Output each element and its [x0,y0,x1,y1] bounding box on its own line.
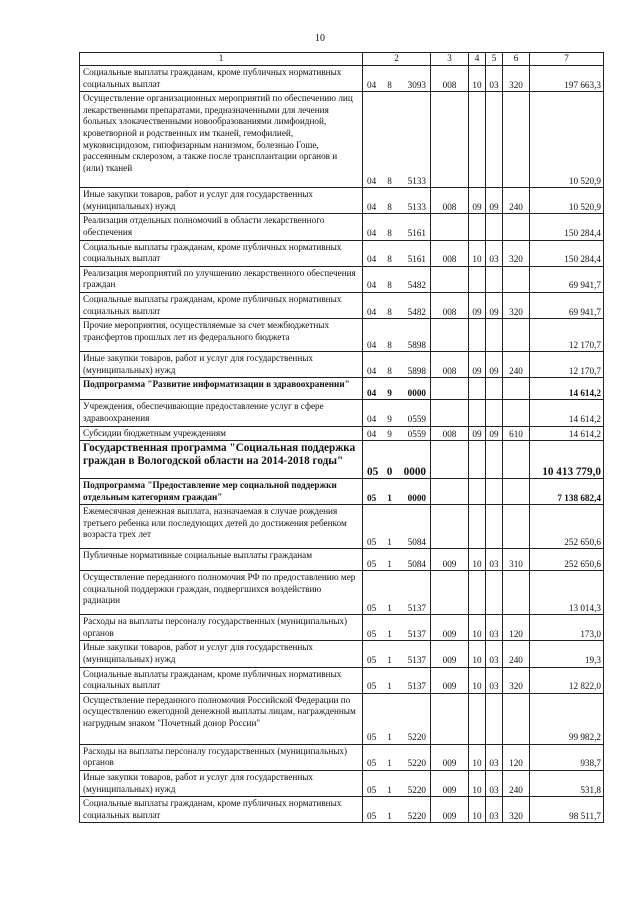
amount-value: 12 170,7 [530,319,604,352]
table-row [80,797,604,823]
row-name: Иные закупки товаров, работ и услуг для государственных (муниципальных) нужд [80,771,363,797]
ministry-code [431,479,469,505]
code-prog: 05 [367,784,377,795]
row-name: Осуществление переданного полномочия Российской Федерации по осуществлению ежегодной денежной выплаты лицам, награжденным нагрудным знаком "Почетный донор России" [80,693,363,744]
code-dir: 0000 [403,465,426,478]
subsection-code: 03 [486,549,503,571]
table-row [80,378,604,400]
expense-type-code [503,400,530,426]
section-code: 10 [469,744,486,770]
code-prog: 05 [367,810,377,821]
row-name: Расходы на выплаты персоналу государственных (муниципальных) органов [80,744,363,770]
section-code [469,479,486,505]
expense-type-code: 240 [503,188,530,214]
code-prog: 05 [367,655,377,666]
subsection-code [486,400,503,426]
amount-value: 99 982,2 [530,693,604,744]
target-article-code [363,214,431,240]
section-code: 09 [469,426,486,441]
code-sub: 1 [387,810,392,821]
code-dir: 5220 [407,810,426,821]
section-code [469,92,486,188]
code-sub: 1 [387,536,392,547]
target-article-code [363,426,431,441]
section-code: 09 [469,352,486,378]
row-name: Иные закупки товаров, работ и услуг для государственных (муниципальных) нужд [80,641,363,667]
amount-value: 19,3 [530,641,604,667]
row-name: Ежемесячная денежная выплата, назначаемая в случае рождения третьего ребенка или последующих детей до достижения ребенком возраста трех лет [80,505,363,549]
row-name: Реализация отдельных полномочий в области лекарственного обеспечения [80,214,363,240]
amount-value: 10 413 779,0 [530,441,604,479]
table-row [80,771,604,797]
expense-type-code: 240 [503,352,530,378]
table-row [80,641,604,667]
code-prog: 05 [367,758,377,769]
code-sub: 1 [387,558,392,569]
amount-value: 10 520,9 [530,92,604,188]
code-prog: 04 [367,387,377,398]
table-row [80,352,604,378]
code-dir: 5137 [407,655,426,666]
ministry-code [431,214,469,240]
expense-type-code: 610 [503,426,530,441]
ministry-code [431,441,469,479]
table-row [80,400,604,426]
expense-type-code: 320 [503,292,530,318]
ministry-code [431,319,469,352]
subsection-code: 03 [486,744,503,770]
table-row [80,667,604,693]
expense-type-code [503,266,530,292]
row-name: Субсидии бюджетным учреждениям [80,426,363,441]
table-row [80,214,604,240]
table-row [80,549,604,571]
expense-type-code [503,319,530,352]
target-article-code [363,292,431,318]
code-prog: 04 [367,365,377,376]
table-row [80,188,604,214]
amount-value: 69 941,7 [530,266,604,292]
subsection-code [486,505,503,549]
section-code: 10 [469,240,486,266]
row-name: Государственная программа "Социальная поддержка граждан в Вологодской области на 2014-2018 годы" [80,441,363,479]
table-row [80,266,604,292]
target-article-code [363,549,431,571]
row-name: Социальные выплаты гражданам, кроме публичных нормативных социальных выплат [80,292,363,318]
section-code [469,319,486,352]
subsection-code: 03 [486,641,503,667]
ministry-code [431,378,469,400]
code-sub: 8 [387,227,392,238]
ministry-code: 009 [431,667,469,693]
code-dir: 5137 [407,628,426,639]
amount-value: 938,7 [530,744,604,770]
target-article-code [363,378,431,400]
ministry-code: 008 [431,352,469,378]
code-prog: 05 [367,536,377,547]
code-sub: 1 [387,681,392,692]
code-dir: 0559 [407,428,426,439]
code-sub: 9 [387,387,392,398]
row-name: Социальные выплаты гражданам, кроме публичных нормативных социальных выплат [80,66,363,92]
code-dir: 5482 [407,306,426,317]
row-name: Социальные выплаты гражданам, кроме публичных нормативных социальных выплат [80,667,363,693]
ministry-code [431,92,469,188]
target-article-code [363,667,431,693]
subsection-code [486,479,503,505]
subsection-code [486,92,503,188]
expense-type-code [503,441,530,479]
subsection-code: 09 [486,352,503,378]
expense-type-code: 120 [503,744,530,770]
code-sub: 8 [387,365,392,376]
code-prog: 04 [367,227,377,238]
expense-type-code [503,214,530,240]
target-article-code [363,66,431,92]
expense-type-code [503,571,530,615]
section-code: 10 [469,549,486,571]
subsection-code: 03 [486,66,503,92]
ministry-code: 008 [431,426,469,441]
row-name: Иные закупки товаров, работ и услуг для государственных (муниципальных) нужд [80,188,363,214]
code-sub: 0 [386,465,393,478]
code-sub: 8 [387,254,392,265]
table-header-row [80,53,604,66]
ministry-code: 008 [431,292,469,318]
code-dir: 5220 [407,732,426,743]
section-code [469,571,486,615]
row-name: Публичные нормативные социальные выплаты гражданам [80,549,363,571]
code-dir: 5161 [407,227,426,238]
code-prog: 04 [367,175,377,186]
code-prog: 05 [367,681,377,692]
row-name: Социальные выплаты гражданам, кроме публичных нормативных социальных выплат [80,240,363,266]
code-dir: 5482 [407,280,426,291]
row-name: Иные закупки товаров, работ и услуг для государственных (муниципальных) нужд [80,352,363,378]
ministry-code [431,571,469,615]
table-row [80,693,604,744]
section-code [469,441,486,479]
table-row [80,441,604,479]
row-name: Расходы на выплаты персоналу государственных (муниципальных) органов [80,615,363,641]
budget-table [79,52,604,823]
header-col-1: 1 [80,53,363,66]
header-col-4: 4 [469,53,486,66]
expense-type-code [503,505,530,549]
target-article-code [363,615,431,641]
row-name: Социальные выплаты гражданам, кроме публичных нормативных социальных выплат [80,797,363,823]
header-col-3: 3 [431,53,469,66]
row-name: Учреждения, обеспечивающие предоставление услуг в сфере здравоохранения [80,400,363,426]
target-article-code [363,266,431,292]
code-sub: 8 [387,280,392,291]
subsection-code: 03 [486,615,503,641]
code-prog: 04 [367,254,377,265]
subsection-code: 03 [486,771,503,797]
code-dir: 5084 [407,536,426,547]
code-sub: 8 [387,201,392,212]
section-code [469,400,486,426]
code-prog: 05 [367,558,377,569]
table-row [80,615,604,641]
amount-value: 197 663,3 [530,66,604,92]
target-article-code [363,693,431,744]
code-dir: 5161 [407,254,426,265]
code-sub: 9 [387,413,392,424]
code-sub: 1 [387,628,392,639]
ministry-code: 009 [431,641,469,667]
code-dir: 0559 [407,413,426,424]
target-article-code [363,319,431,352]
amount-value: 252 650,6 [530,549,604,571]
code-sub: 1 [387,758,392,769]
code-dir: 5137 [407,602,426,613]
target-article-code [363,641,431,667]
section-code [469,214,486,240]
section-code: 10 [469,641,486,667]
amount-value: 12 822,0 [530,667,604,693]
header-col-7: 7 [530,53,604,66]
table-row [80,292,604,318]
row-name: Осуществление переданного полномочия РФ по предоставлению мер социальной поддержки граждан, подвергшихся воздействию радиации [80,571,363,615]
subsection-code [486,693,503,744]
amount-value: 14 614,2 [530,400,604,426]
code-sub: 1 [387,784,392,795]
amount-value: 69 941,7 [530,292,604,318]
subsection-code [486,378,503,400]
table-row [80,571,604,615]
table-row [80,92,604,188]
expense-type-code [503,92,530,188]
expense-type-code [503,378,530,400]
code-sub: 1 [387,602,392,613]
ministry-code: 008 [431,240,469,266]
row-name: Реализация мероприятий по улучшению лекарственного обеспечения граждан [80,266,363,292]
expense-type-code [503,693,530,744]
target-article-code [363,188,431,214]
code-sub: 1 [387,732,392,743]
subsection-code: 03 [486,667,503,693]
subsection-code: 09 [486,292,503,318]
expense-type-code: 310 [503,549,530,571]
header-col-6: 6 [503,53,530,66]
subsection-code: 09 [486,188,503,214]
amount-value: 252 650,6 [530,505,604,549]
code-dir: 5133 [407,175,426,186]
expense-type-code: 320 [503,66,530,92]
subsection-code: 03 [486,240,503,266]
section-code [469,266,486,292]
ministry-code: 008 [431,66,469,92]
amount-value: 531,8 [530,771,604,797]
code-prog: 04 [367,428,377,439]
subsection-code [486,571,503,615]
code-prog: 04 [367,201,377,212]
amount-value: 173,0 [530,615,604,641]
subsection-code [486,214,503,240]
code-sub: 8 [387,175,392,186]
ministry-code: 009 [431,744,469,770]
expense-type-code: 320 [503,667,530,693]
expense-type-code: 320 [503,797,530,823]
amount-value: 10 520,9 [530,188,604,214]
expense-type-code: 240 [503,771,530,797]
code-prog: 04 [367,306,377,317]
section-code: 09 [469,188,486,214]
header-col-5: 5 [486,53,503,66]
ministry-code: 009 [431,549,469,571]
code-prog: 05 [367,465,379,478]
code-prog: 05 [367,732,377,743]
subsection-code: 09 [486,426,503,441]
target-article-code [363,352,431,378]
ministry-code [431,505,469,549]
section-code: 10 [469,667,486,693]
target-article-code [363,771,431,797]
amount-value: 150 284,4 [530,214,604,240]
subsection-code [486,266,503,292]
code-prog: 05 [367,602,377,613]
target-article-code [363,797,431,823]
code-dir: 5898 [407,365,426,376]
table-row [80,66,604,92]
code-sub: 1 [387,492,392,503]
code-sub: 1 [387,655,392,666]
target-article-code [363,441,431,479]
section-code [469,505,486,549]
code-sub: 8 [387,79,392,90]
row-name: Осуществление организационных мероприятий по обеспечению лиц лекарственными препаратами, предназначенными для лечения больных злокачественными новообразованиями лимфоидной, кроветворной и родственных им тканей, гемофилией, муковисцидозом, гипофизарным нанизмом, болезнью Гоше, рассеянным склерозом, а также после трансплантации органов и (или) тканей [80,92,363,188]
table-row [80,479,604,505]
code-prog: 04 [367,280,377,291]
ministry-code [431,400,469,426]
code-prog: 04 [367,413,377,424]
code-dir: 5220 [407,758,426,769]
code-prog: 05 [367,628,377,639]
row-name: Подпрограмма "Предоставление мер социальной поддержки отдельным категориям граждан" [80,479,363,505]
code-dir: 0000 [407,387,426,398]
code-prog: 04 [367,339,377,350]
code-dir: 5898 [407,339,426,350]
code-sub: 8 [387,306,392,317]
target-article-code [363,400,431,426]
subsection-code [486,319,503,352]
amount-value: 98 511,7 [530,797,604,823]
section-code: 10 [469,615,486,641]
table-row [80,744,604,770]
ministry-code: 009 [431,771,469,797]
expense-type-code: 120 [503,615,530,641]
code-dir: 5133 [407,201,426,212]
amount-value: 150 284,4 [530,240,604,266]
amount-value: 14 614,2 [530,378,604,400]
section-code: 10 [469,771,486,797]
code-sub: 8 [387,339,392,350]
row-name: Подпрограмма "Развитие информатизации в здравоохранении" [80,378,363,400]
header-col-2: 2 [363,53,431,66]
ministry-code [431,266,469,292]
target-article-code [363,92,431,188]
table-row [80,426,604,441]
expense-type-code: 320 [503,240,530,266]
ministry-code: 009 [431,615,469,641]
section-code: 10 [469,797,486,823]
target-article-code [363,505,431,549]
code-prog: 04 [367,79,377,90]
amount-value: 7 138 682,4 [530,479,604,505]
section-code: 09 [469,292,486,318]
target-article-code [363,479,431,505]
section-code [469,693,486,744]
code-sub: 9 [387,428,392,439]
table-row [80,319,604,352]
code-dir: 0000 [407,492,426,503]
page-number: 10 [315,33,325,44]
code-prog: 05 [367,492,377,503]
ministry-code [431,693,469,744]
amount-value: 13 014,3 [530,571,604,615]
code-dir: 3093 [407,79,426,90]
target-article-code [363,744,431,770]
code-dir: 5220 [407,784,426,795]
section-code [469,378,486,400]
subsection-code: 03 [486,797,503,823]
ministry-code: 009 [431,797,469,823]
ministry-code: 008 [431,188,469,214]
code-dir: 5137 [407,681,426,692]
subsection-code [486,441,503,479]
target-article-code [363,240,431,266]
row-name: Прочие мероприятия, осуществляемые за счет межбюджетных трансфертов прошлых лет из федерального бюджета [80,319,363,352]
table-row [80,240,604,266]
target-article-code [363,571,431,615]
section-code: 10 [469,66,486,92]
amount-value: 14 614,2 [530,426,604,441]
amount-value: 12 170,7 [530,352,604,378]
code-dir: 5084 [407,558,426,569]
expense-type-code [503,479,530,505]
table-row [80,505,604,549]
expense-type-code: 240 [503,641,530,667]
